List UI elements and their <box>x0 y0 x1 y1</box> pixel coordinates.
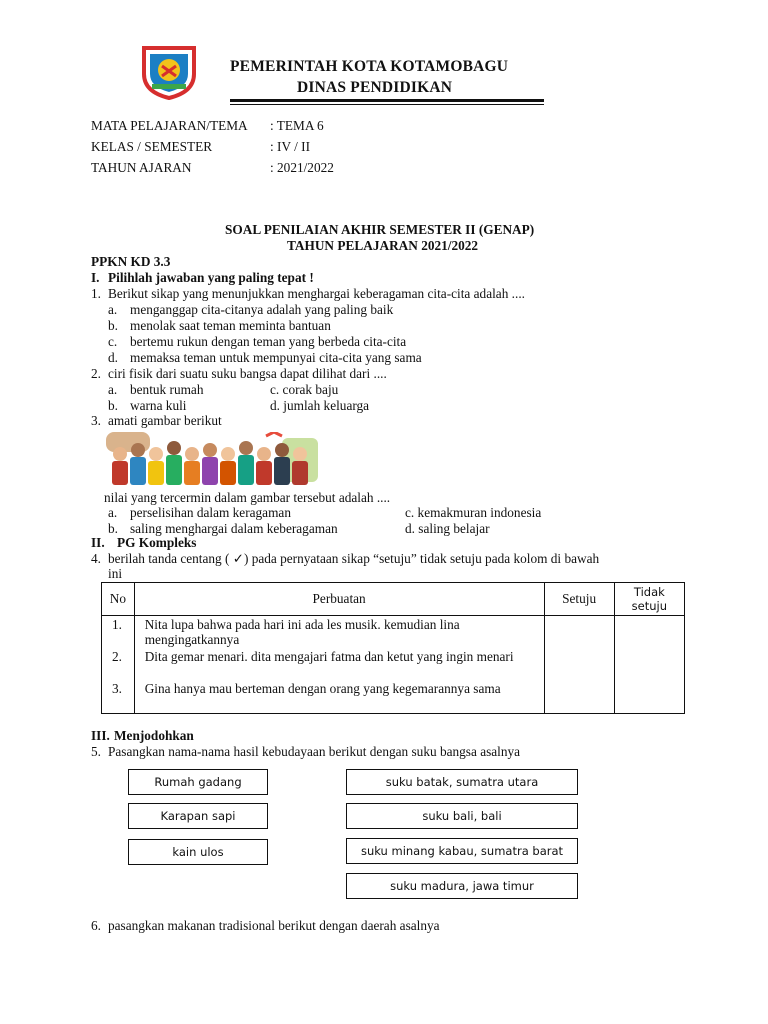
q3-text: amati gambar berikut <box>108 413 222 428</box>
exam-year: TAHUN PELAJARAN 2021/2022 <box>287 238 479 253</box>
table-body-row <box>102 616 685 714</box>
q3-option-b: saling menghargai dalam keberagaman <box>130 521 338 536</box>
q1-option-d: memaksa teman untuk mempunyai cita-cita yang sama <box>130 350 422 365</box>
info-label-subject: MATA PELAJARAN/TEMA <box>91 118 248 133</box>
q3-prompt: nilai yang tercermin dalam gambar tersebut adalah .... <box>104 490 391 505</box>
q3-option-d: d. saling belajar <box>405 521 490 536</box>
info-value-subject: : TEMA 6 <box>270 118 324 133</box>
q4-text-after: ) pada pernyataan sikap “setuju” tidak setuju pada kolom di bawah <box>243 551 600 566</box>
section3-number: III. <box>91 728 110 743</box>
q3-option-a: perselisihan dalam keragaman <box>130 505 291 520</box>
no-cell <box>102 616 135 714</box>
setuju-answer-cell[interactable] <box>544 616 614 714</box>
q1-option-key: c. <box>108 334 118 349</box>
q3-option-c: c. kemakmuran indonesia <box>405 505 542 520</box>
people-group-icon <box>106 432 322 488</box>
government-title: PEMERINTAH KOTA KOTAMOBAGU <box>230 58 509 75</box>
row-statement: Dita gemar menari. dita mengajari fatma dan ketut yang ingin menari <box>144 649 514 664</box>
kd-label: PPKN KD 3.3 <box>91 254 171 269</box>
match-right-item[interactable]: suku minang kabau, sumatra barat <box>346 838 578 864</box>
q5-text: Pasangkan nama-nama hasil kebudayaan berikut dengan suku bangsa asalnya <box>108 744 521 759</box>
section1-number: I. <box>91 270 100 285</box>
crest-icon <box>140 44 198 100</box>
info-value-year: : 2021/2022 <box>270 160 334 175</box>
match-left-item[interactable]: kain ulos <box>128 839 268 865</box>
col-setuju-header: Setuju <box>544 583 614 616</box>
info-label-class: KELAS / SEMESTER <box>91 139 213 154</box>
q2-option-b: warna kuli <box>130 398 187 413</box>
header-rule-thick <box>230 99 544 102</box>
section3-title: Menjodohkan <box>114 728 194 743</box>
kotamobagu-logo <box>140 44 198 100</box>
section2-number: II. <box>91 535 105 550</box>
q1-option-c: bertemu rukun dengan teman yang berbeda cita-cita <box>130 334 407 349</box>
q4-text-line2: ini <box>108 566 123 581</box>
section1-title: Pilihlah jawaban yang paling tepat ! <box>108 270 314 285</box>
row-number: 2. <box>112 649 122 664</box>
q5-number: 5. <box>91 744 101 759</box>
section2-title: PG Kompleks <box>117 535 197 550</box>
match-right-item[interactable]: suku batak, sumatra utara <box>346 769 578 795</box>
q1-option-key: a. <box>108 302 118 317</box>
q6-number: 6. <box>91 918 101 933</box>
match-left-item[interactable]: Rumah gadang <box>128 769 268 795</box>
q1-option-key: d. <box>108 350 118 365</box>
department-title: DINAS PENDIDIKAN <box>297 79 453 96</box>
col-perbuatan-header: Perbuatan <box>134 583 544 616</box>
q4-number: 4. <box>91 551 101 566</box>
q1-option-b: menolak saat teman meminta bantuan <box>130 318 331 333</box>
q3-option-key: b. <box>108 521 118 536</box>
col-no-header: No <box>102 583 135 616</box>
row-number: 3. <box>112 681 122 696</box>
table-header-row <box>102 583 685 616</box>
q4-text-before: berilah tanda centang ( <box>108 551 230 566</box>
q2-option-a: bentuk rumah <box>130 382 204 397</box>
q1-option-a: menganggap cita-citanya adalah yang paling baik <box>130 302 394 317</box>
header-rule-thin <box>230 104 544 105</box>
checkmark-icon: ✓ <box>232 552 244 567</box>
q1-option-key: b. <box>108 318 118 333</box>
q2-number: 2. <box>91 366 101 381</box>
q4-text <box>108 551 599 567</box>
exam-title: SOAL PENILAIAN AKHIR SEMESTER II (GENAP) <box>225 222 535 237</box>
row-statement: Gina hanya mau berteman dengan orang yang kegemarannya sama <box>144 681 501 696</box>
info-label-year: TAHUN AJARAN <box>91 160 192 175</box>
match-right-item[interactable]: suku madura, jawa timur <box>346 873 578 899</box>
q1-number: 1. <box>91 286 101 301</box>
perbuatan-cell <box>134 616 544 714</box>
q2-option-d: d. jumlah keluarga <box>270 398 370 413</box>
q2-option-key: b. <box>108 398 118 413</box>
q3-number: 3. <box>91 413 101 428</box>
q3-option-key: a. <box>108 505 118 520</box>
q2-option-c: c. corak baju <box>270 382 339 397</box>
row-number: 1. <box>112 617 122 632</box>
q2-option-key: a. <box>108 382 118 397</box>
tidak-setuju-answer-cell[interactable] <box>614 616 684 714</box>
match-left-item[interactable]: Karapan sapi <box>128 803 268 829</box>
q6-text: pasangkan makanan tradisional berikut dengan daerah asalnya <box>108 918 440 933</box>
info-value-class: : IV / II <box>270 139 311 154</box>
q2-text: ciri fisik dari suatu suku bangsa dapat dilihat dari .... <box>108 366 387 381</box>
q1-text: Berikut sikap yang menunjukkan menghargai keberagaman cita-cita adalah .... <box>108 286 525 301</box>
diverse-people-illustration <box>106 432 322 488</box>
q4-table <box>101 582 685 714</box>
row-statement: Nita lupa bahwa pada hari ini ada les musik. kemudian lina mengingatkannya <box>144 617 460 647</box>
match-right-item[interactable]: suku bali, bali <box>346 803 578 829</box>
col-tidak-setuju-header: Tidak setuju <box>614 583 684 616</box>
